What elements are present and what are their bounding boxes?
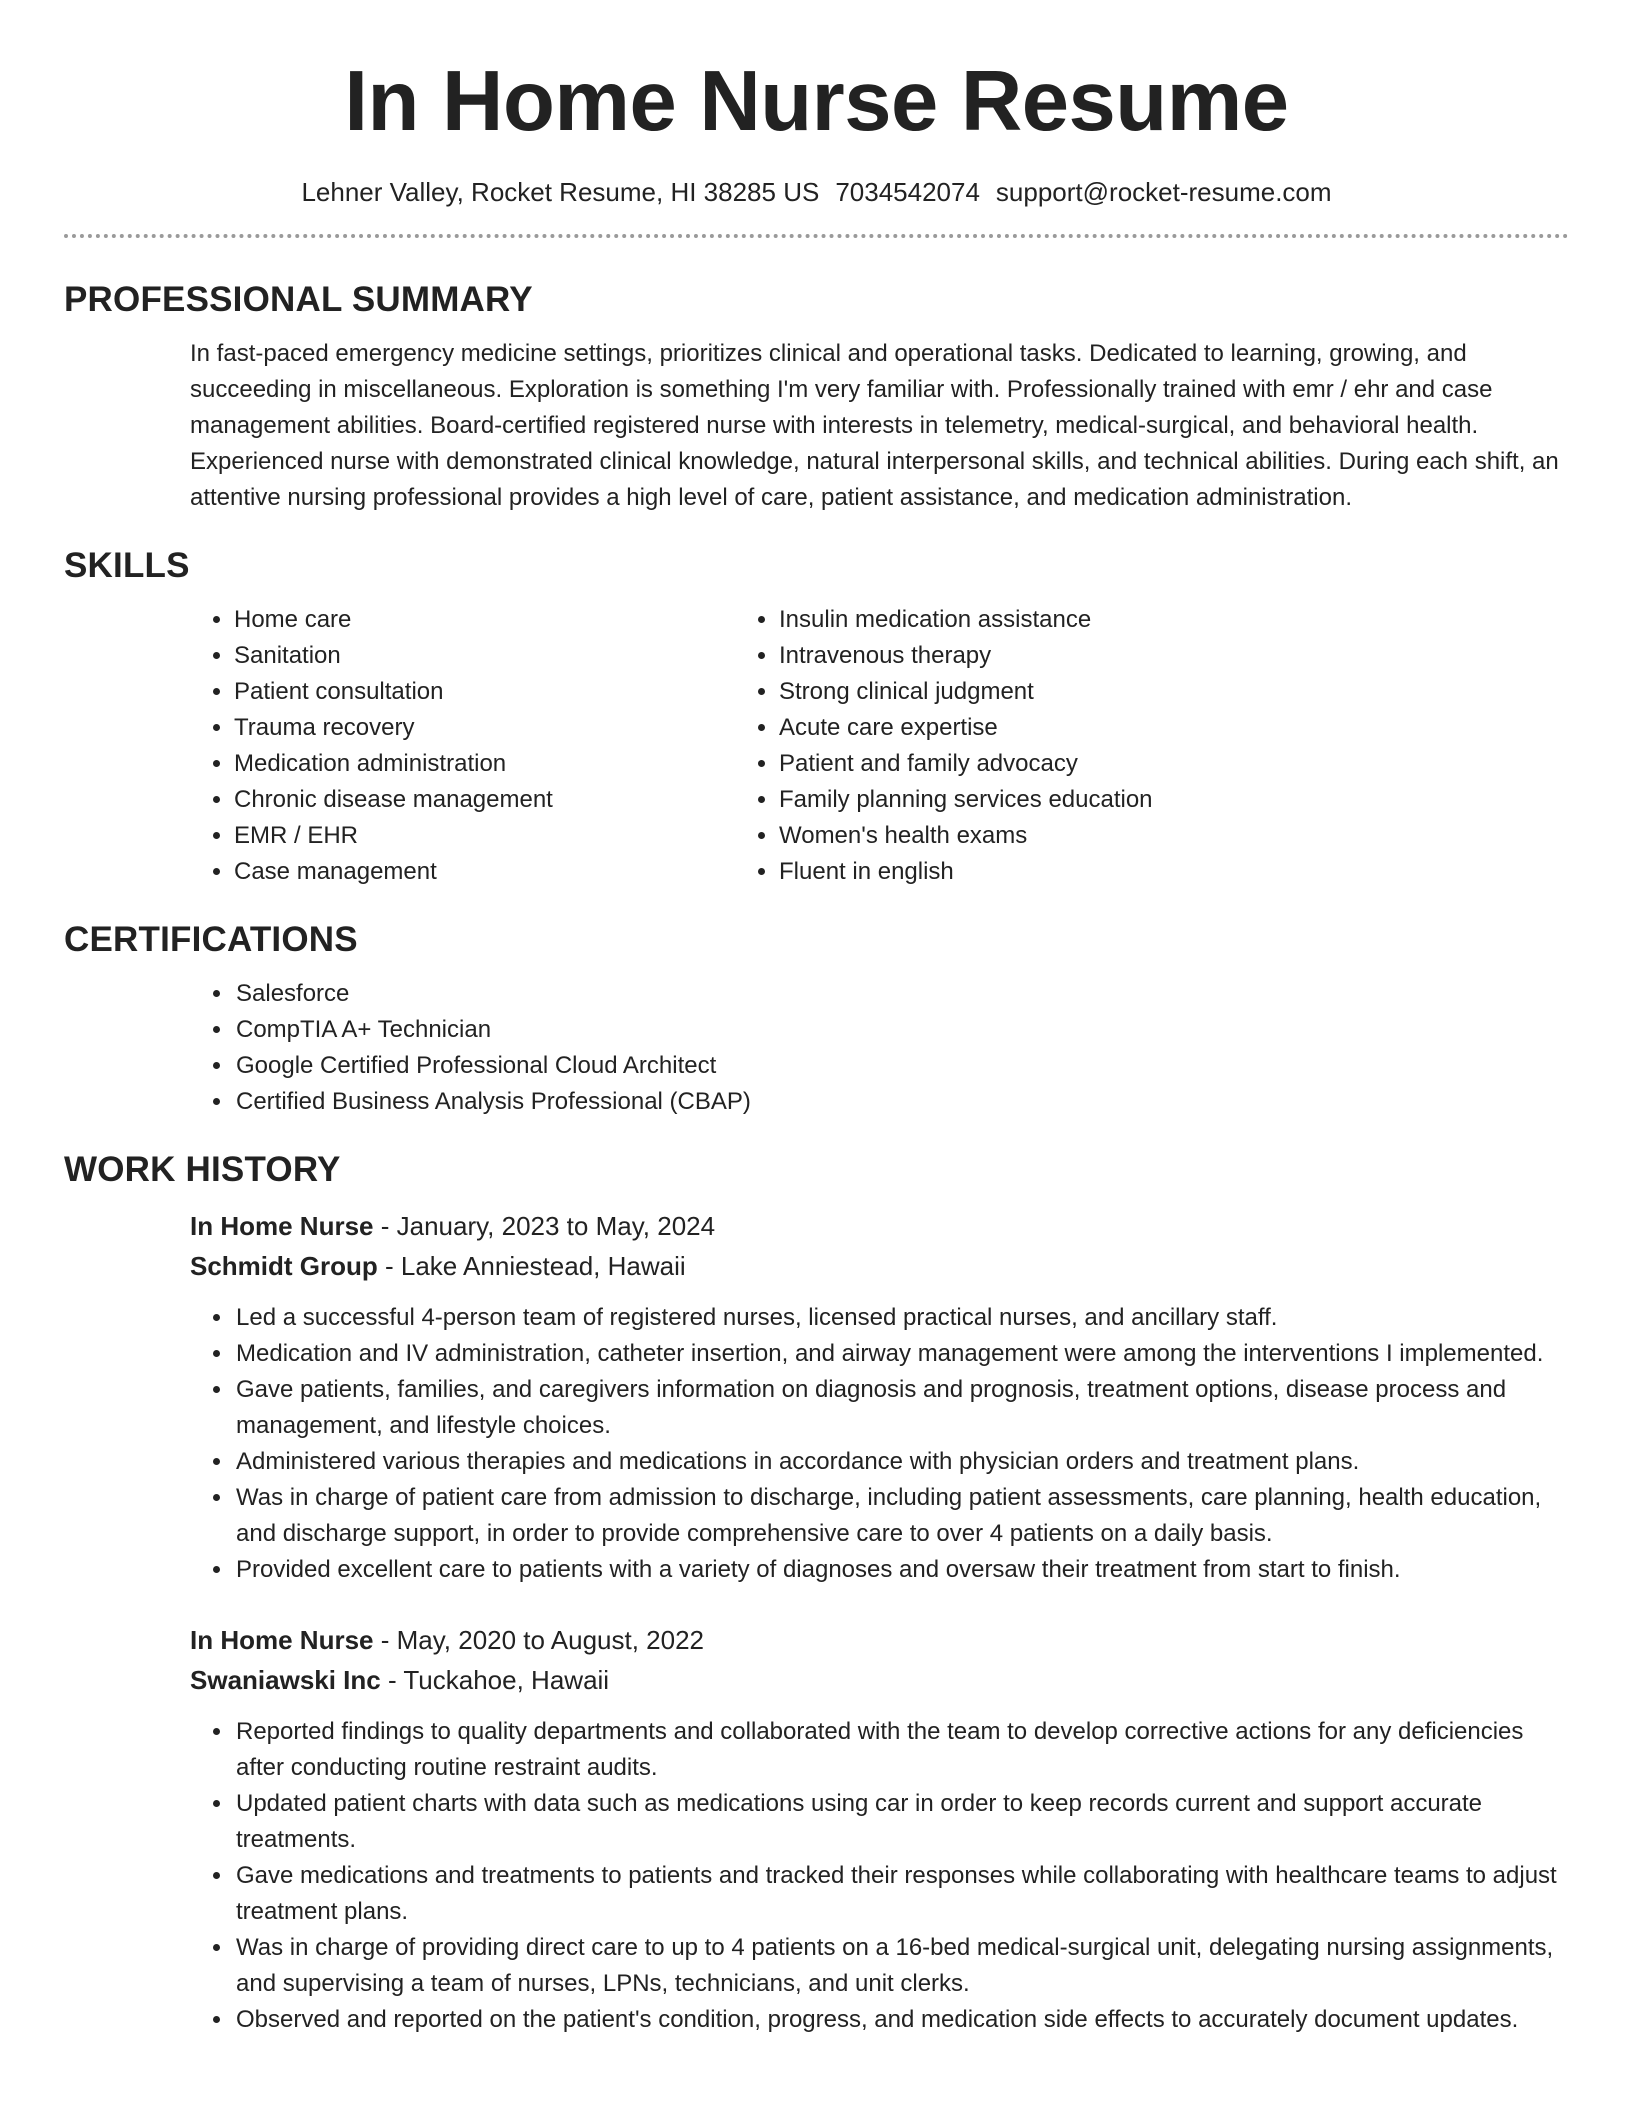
skill-item: • Medication administration (234, 746, 743, 782)
summary-heading: PROFESSIONAL SUMMARY (64, 280, 533, 319)
skill-item: • Family planning services education (779, 782, 1153, 818)
certifications-section (64, 918, 1569, 1120)
contact-line (64, 174, 1569, 210)
skill-item: • Fluent in english (779, 854, 1153, 890)
certifications-list (64, 976, 1569, 1120)
job-bullet: • Gave patients, families, and caregivers information on diagnosis and prognosis, treatment options, disease process and management, and lifestyle choices. (234, 1372, 1569, 1444)
job-title: In Home Nurse (190, 1211, 374, 1241)
job-title-line (190, 1206, 1569, 1246)
work-history-heading: WORK HISTORY (64, 1150, 341, 1189)
contact-email[interactable]: support@rocket-resume.com (995, 177, 1332, 207)
job-bullet: • Was in charge of providing direct care to up to 4 patients on a 16-bed medical-surgical unit, delegating nursing assignments, and supervising a team of nurses, LPNs, technicians, and unit clerks. (234, 1930, 1569, 2002)
job-bullet: • Reported findings to quality departments and collaborated with the team to develop corrective actions for any deficiencies after conducting routine restraint audits. (234, 1714, 1569, 1786)
certification-item: • Google Certified Professional Cloud Architect (234, 1048, 1569, 1084)
job-company: Swaniawski Inc (190, 1665, 381, 1695)
header-divider (64, 234, 1569, 238)
skills-section (64, 544, 1569, 890)
job-entry (64, 1620, 1569, 2038)
job-location: - Tuckahoe, Hawaii (380, 1665, 610, 1695)
certification-item: • CompTIA A+ Technician (234, 1012, 1569, 1048)
skill-item: • Insulin medication assistance (779, 602, 1153, 638)
job-company: Schmidt Group (190, 1251, 378, 1281)
skill-item: • EMR / EHR (234, 818, 743, 854)
skill-item: • Sanitation (234, 638, 743, 674)
job-bullet: • Was in charge of patient care from admission to discharge, including patient assessments, care planning, health education, and discharge support, in order to provide comprehensive care to over 4 patients on a daily basis. (234, 1480, 1569, 1552)
work-history-section (64, 1148, 1569, 2038)
job-company-line (190, 1246, 1569, 1286)
job-title-line (190, 1620, 1569, 1660)
skill-item: • Case management (234, 854, 743, 890)
certification-item: • Certified Business Analysis Professional (CBAP) (234, 1084, 1569, 1120)
skill-item: • Chronic disease management (234, 782, 743, 818)
job-bullet: • Provided excellent care to patients with a variety of diagnoses and oversaw their treatment from start to finish. (234, 1552, 1569, 1588)
contact-phone[interactable]: 7034542074 (835, 177, 980, 207)
job-title: In Home Nurse (190, 1625, 374, 1655)
skill-item: • Home care (234, 602, 743, 638)
job-bullet: • Medication and IV administration, catheter insertion, and airway management were among the interventions I implemented. (234, 1336, 1569, 1372)
skill-item: • Patient consultation (234, 674, 743, 710)
skill-item: • Intravenous therapy (779, 638, 1153, 674)
job-bullet: • Led a successful 4-person team of registered nurses, licensed practical nurses, and ancillary staff. (234, 1300, 1569, 1336)
contact-address: Lehner Valley, Rocket Resume, HI 38285 US (301, 177, 820, 207)
skills-left-list (64, 602, 743, 890)
certification-item: • Salesforce (234, 976, 1569, 1012)
resume-title: In Home Nurse Resume (344, 54, 1289, 149)
job-company-line (190, 1660, 1569, 1700)
job-location: - Lake Anniestead, Hawaii (377, 1251, 686, 1281)
job-bullets (64, 1300, 1569, 1588)
summary-text: In fast-paced emergency medicine settings, prioritizes clinical and operational tasks. Dedicated to learning, growing, and succeeding in miscellaneous. Exploration is something I'm very familiar with. Professionally trained with emr / ehr and case management abilities. Board-certified registered nurse with interests in telemetry, medical-surgical, and behavioral health. Experienced nurse with demonstrated clinical knowledge, natural interpersonal skills, and technical abilities. During each shift, an attentive nursing professional provides a high level of care, patient assistance, and medication administration. (190, 340, 1559, 511)
skills-heading: SKILLS (64, 546, 190, 585)
job-bullet: • Administered various therapies and medications in accordance with physician orders and treatment plans. (234, 1444, 1569, 1480)
job-bullets (64, 1714, 1569, 2038)
skills-grid (64, 602, 1569, 890)
job-bullet: • Observed and reported on the patient's condition, progress, and medication side effects to accurately document updates. (234, 2002, 1569, 2038)
skill-item: • Strong clinical judgment (779, 674, 1153, 710)
skill-item: • Women's health exams (779, 818, 1153, 854)
job-entry (64, 1206, 1569, 1588)
job-bullet: • Updated patient charts with data such as medications using car in order to keep records current and support accurate treatments. (234, 1786, 1569, 1858)
skills-right-list (743, 602, 1153, 890)
certifications-heading: CERTIFICATIONS (64, 920, 358, 959)
skill-item: • Acute care expertise (779, 710, 1153, 746)
summary-section (64, 278, 1569, 516)
job-dates: - January, 2023 to May, 2024 (373, 1211, 716, 1241)
skill-item: • Trauma recovery (234, 710, 743, 746)
skill-item: • Patient and family advocacy (779, 746, 1153, 782)
job-bullet: • Gave medications and treatments to patients and tracked their responses while collaborating with healthcare teams to adjust treatment plans. (234, 1858, 1569, 1930)
job-dates: - May, 2020 to August, 2022 (373, 1625, 705, 1655)
